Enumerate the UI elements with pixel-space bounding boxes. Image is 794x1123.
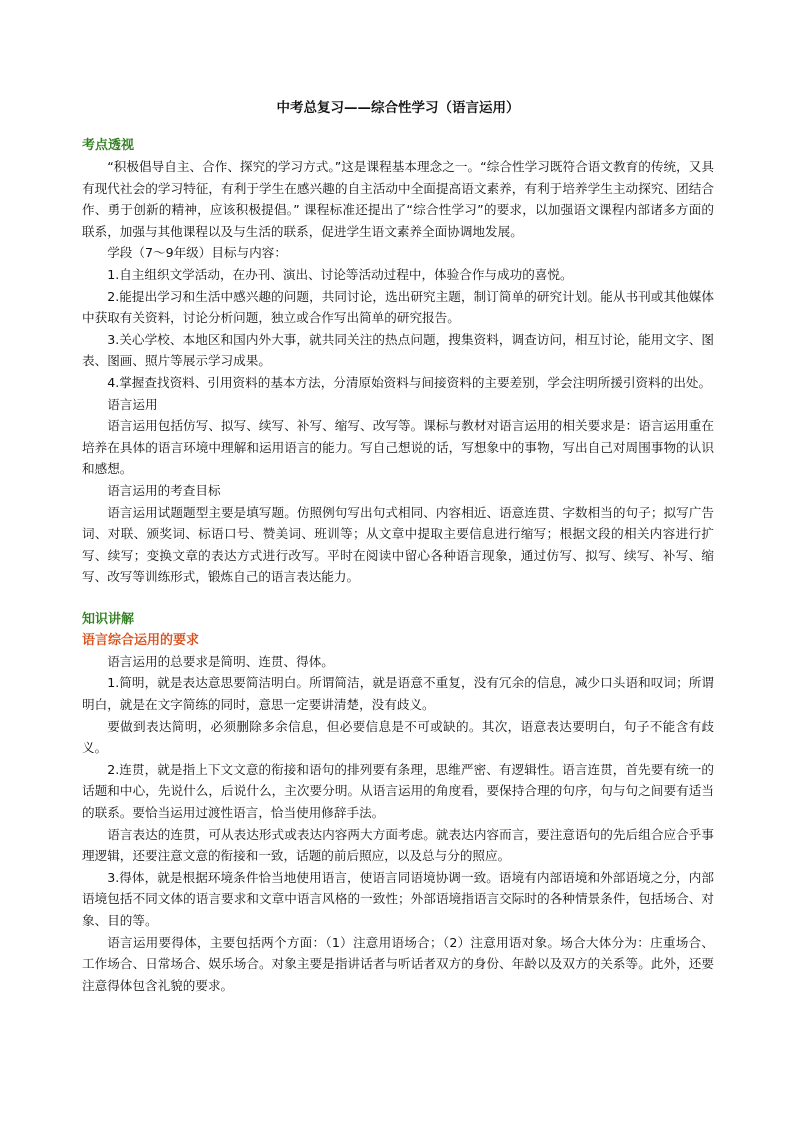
paragraph-subtitle: 语言运用 bbox=[107, 396, 158, 412]
paragraph: 3.关心学校、本地区和国内外大事，就共同关注的热点问题，搜集资料，调查访问，相互讨论，能用文字、图表、图画、照片等展示学习成果。 bbox=[82, 331, 714, 369]
document-page bbox=[82, 98, 714, 996]
paragraph: 语言运用要得体，主要包括两个方面：（1）注意用语场合；（2）注意用语对象。场合大体分为：庄重场合、工作场合、日常场合、娱乐场合。对象主要是指讲话者与听话者双方的身份、年龄以及双方的关系等。此外，还要注意得体包含礼貌的要求。 bbox=[82, 934, 714, 993]
paragraph-subtitle: 语言运用的考查目标 bbox=[107, 482, 221, 498]
paragraph: 要做到表达简明，必须删除多余信息，但必要信息是不可或缺的。其次，语意表达要明白，句子不能含有歧义。 bbox=[82, 718, 714, 756]
section-heading-zhishi: 知识讲解 bbox=[82, 611, 135, 627]
section-subheading: 语言综合运用的要求 bbox=[82, 632, 200, 648]
paragraph: 语言运用包括仿写、拟写、续写、补写、缩写、改写等。课标与教材对语言运用的相关要求是：语言运用重在培养在具体的语言环境中理解和运用语言的能力。写自己想说的话，写想象中的事物，写出自己对周围事物的认识和感想。 bbox=[82, 418, 714, 477]
paragraph: 语言表达的连贯，可从表达形式或表达内容两大方面考虑。就表达内容而言，要注意语句的先后组合应合乎事理逻辑，还要注意文意的衔接和一致，话题的前后照应，以及总与分的照应。 bbox=[82, 826, 714, 864]
section-zhishi bbox=[82, 609, 714, 997]
document-title: 中考总复习——综合性学习（语言运用） bbox=[276, 100, 520, 116]
paragraph: 1.简明，就是表达意思要简洁明白。所谓简洁，就是语意不重复，没有冗余的信息，减少口头语和叹词；所谓明白，就是在文字简练的同时，意思一定要讲清楚，没有歧义。 bbox=[82, 675, 714, 713]
paragraph: “积极倡导自主、合作、探究的学习方式。”这是课程基本理念之一。“综合性学习既符合语文教育的传统，又具有现代社会的学习特征，有利于学生在感兴趣的自主活动中全面提高语文素养，有利于培养学生主动探究、团结合作、勇于创新的精神，应该积极提倡。” 课程标准还提出了“综合性学习”的要求，以加强语文课程内部诸多方面的联系，加强与其他课程以及与生活的联系，促进学生语文素养全面协调地发展。 bbox=[82, 159, 714, 239]
paragraph: 语言运用试题题型主要是填写题。仿照例句写出句式相同、内容相近、语意连贯、字数相当的句子；拟写广告词、对联、颁奖词、标语口号、赞美词、班训等；从文章中提取主要信息进行缩写；根据文段的相关内容进行扩写、续写；变换文章的表达方式进行改写。平时在阅读中留心各种语言现象，通过仿写、拟写、续写、补写、缩写、改写等训练形式，锻炼自己的语言表达能力。 bbox=[82, 504, 714, 585]
paragraph: 4.掌握查找资料、引用资料的基本方法，分清原始资料与间接资料的主要差别，学会注明所援引资料的出处。 bbox=[107, 374, 712, 390]
section-heading-kaodian: 考点透视 bbox=[82, 138, 135, 153]
paragraph: 2.连贯，就是指上下文文意的衔接和语句的排列要有条理，思维严密、有逻辑性。语言连贯，首先要有统一的话题和中心，先说什么，后说什么，主次要分明。从语言运用的角度看，要保持合理的句序，句与句之间要有适当的联系。要恰当运用过渡性语言，恰当使用修辞手法。 bbox=[82, 761, 714, 821]
section-spacer bbox=[82, 588, 714, 609]
section-kaodian bbox=[82, 135, 714, 588]
paragraph: 1.自主组织文学活动，在办刊、演出、讨论等活动过程中，体验合作与成功的喜悦。 bbox=[107, 266, 573, 282]
paragraph: 2.能提出学习和生活中感兴趣的问题，共同讨论，选出研究主题，制订简单的研究计划。能从书刊或其他媒体中获取有关资料，讨论分析问题，独立或合作写出简单的研究报告。 bbox=[82, 288, 714, 326]
paragraph: 学段（7～9年级）目标与内容： bbox=[107, 245, 287, 261]
paragraph: 3.得体，就是根据环境条件恰当地使用语言，使语言同语境协调一致。语境有内部语境和外部语境之分，内部语境包括不同文体的语言要求和文章中语言风格的一致性；外部语境指语言交际时的各种情景条件，包括场合、对象、目的等。 bbox=[82, 869, 714, 928]
paragraph: 语言运用的总要求是简明、连贯、得体。 bbox=[107, 653, 334, 669]
